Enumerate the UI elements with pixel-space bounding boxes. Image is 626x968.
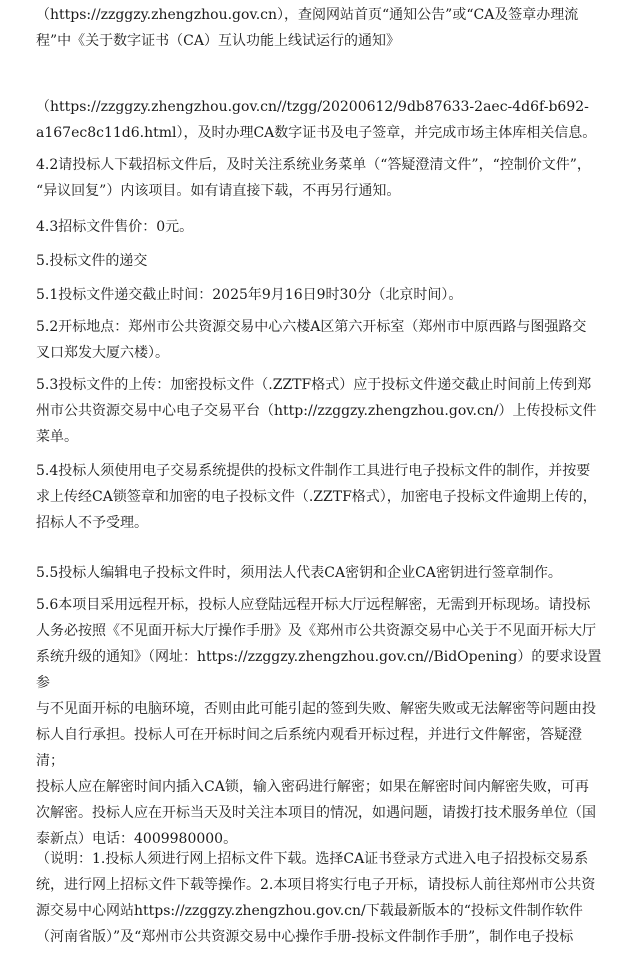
paragraph-5-6-remote-opening: 5.6本项目采用远程开标，投标人应登陆远程开标大厅远程解密，无需到开标现场。请投标 人务必按照《不见面开标大厅操作手册》及《郑州市公共资源交易中心关于不见面开标大厅 系统升级的通知》（网址：https://zzggzy.zhengzhou.gov.cn//BidOpening）的要求设置参 与不见面开标的电脑环境，否则由此可能引起的签到失败、解密失败或无法解密等问题由投 标人自行承担。投标人可在开标时间之后系统内观看开标过程，并进行文件解密，答疑澄清； 投标人应在解密时间内插入CA锁，输入密码进行解密；如果在解密时间内解密失败，可再 次解密。投标人应在开标当天及时关注本项目的情况，如遇问题，请拨打技术服务单位（国 泰新点）电话：4009980000。	[36, 597, 602, 847]
section-heading-5: 5.投标文件的递交	[36, 253, 148, 269]
paragraph-4-3-price: 4.3招标文件售价：0元。	[36, 219, 194, 235]
paragraph-5-4-tool: 5.4投标人须使用电子交易系统提供的投标文件制作工具进行电子投标文件的制作，并按要 求上传经CA锁签章和加密的电子投标文件（.ZZTF格式），加密电子投标文件逾期上传的， 招标人不予受理。	[36, 463, 597, 531]
paragraph-ca-notice-link: （https://zzggzy.zhengzhou.gov.cn），查阅网站首页“通知公告”或“CA及签章办理流 程”中《关于数字证书（CA）互认功能上线试运行的通知》	[36, 7, 579, 49]
paragraph-5-2-location: 5.2开标地点：郑州市公共资源交易中心六楼A区第六开标室（郑州市中原西路与图强路交 叉口郑发大厦六楼）。	[36, 319, 587, 361]
paragraph-5-1-deadline: 5.1投标文件递交截止时间：2025年9月16日9时30分（北京时间）。	[36, 287, 463, 303]
paragraph-5-3-upload: 5.3投标文件的上传：加密投标文件（.ZZTF格式）应于投标文件递交截止时间前上传到郑 州市公共资源交易中心电子交易平台（http://zzggzy.zhengzhou.gov.cn/）上传投标文件 菜单。	[36, 377, 597, 445]
paragraph-5-5-signature: 5.5投标人编辑电子投标文件时，须用法人代表CA密钥和企业CA密钥进行签章制作。	[36, 565, 562, 581]
paragraph-note: （说明：1.投标人须进行网上招标文件下载。选择CA证书登录方式进入电子招投标交易系 统，进行网上招标文件下载等操作。2.本项目将实行电子开标，请投标人前往郑州市公共资 源交易中心网站https://zzggzy.zhengzhou.gov.cn/下载最新版本的“投标文件制作软件 （河南省版）”及“郑州市公共资源交易中心操作手册-投标文件制作手册”，制作电子投标	[36, 851, 596, 945]
paragraph-4-2-download: 4.2请投标人下载招标文件后，及时关注系统业务菜单（“答疑澄清文件”，“控制价文件”， “异议回复”）内该项目。如有请直接下载，不再另行通知。	[36, 157, 591, 199]
paragraph-ca-notice-url: （https://zzggzy.zhengzhou.gov.cn//tzgg/20200612/9db87633-2aec-4d6f-b692- a167ec8c11d6.html），及时办理CA数字证书及电子签章，并完成市场主体库相关信息。	[36, 99, 597, 141]
